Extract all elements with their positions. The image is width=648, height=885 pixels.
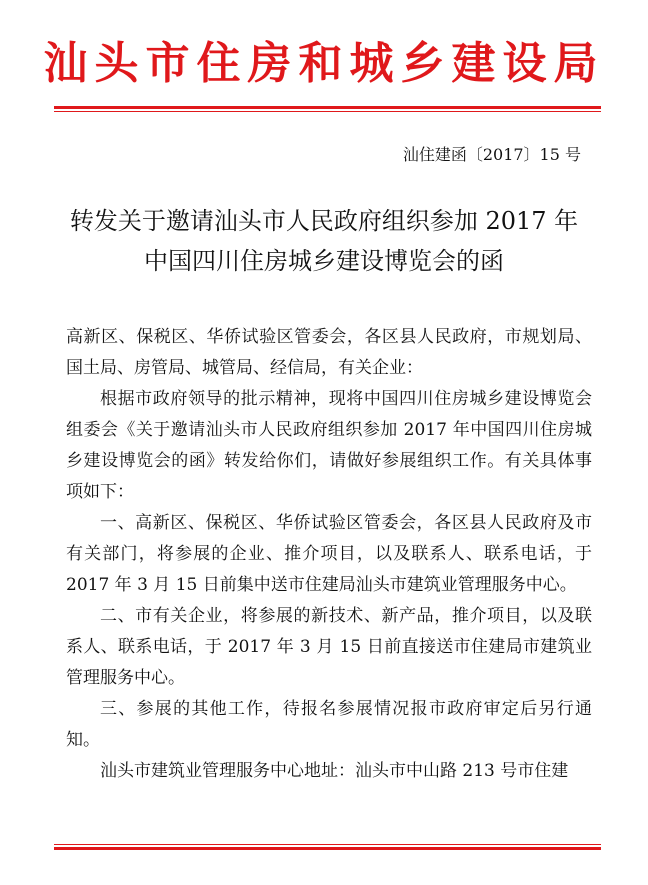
- body-paragraph: 根据市政府领导的批示精神，现将中国四川住房城乡建设博览会组委会《关于邀请汕头市人民政府组织参加 2017 年中国四川住房城乡建设博览会的函》转发给你们，请做好参展组织工作。有关具体事项如下：: [66, 389, 592, 502]
- document-title-line-2: 中国四川住房城乡建设博览会的函: [144, 247, 504, 275]
- item-two-paragraph: 二、市有关企业，将参展的新技术、新产品，推介项目，以及联系人、联系电话，于 2017 年 3 月 15 日前直接送市住建局市建筑业管理服务中心。: [66, 606, 592, 688]
- header-rule-thin: [54, 111, 601, 112]
- document-title-line-1: 转发关于邀请汕头市人民政府组织参加 2017 年: [69, 207, 579, 235]
- document-body: [66, 322, 592, 787]
- footer-rule-thick: [54, 847, 601, 850]
- footer-rule-thin: [54, 844, 601, 845]
- issuer-title: 汕头市住房和城乡建设局: [43, 38, 605, 89]
- item-one-paragraph: 一、高新区、保税区、华侨试验区管委会，各区县人民政府及市有关部门，将参展的企业、推介项目，以及联系人、联系电话，于 2017 年 3 月 15 日前集中送市住建局汕头市建筑业管理服务中心。: [66, 513, 592, 595]
- addressee-paragraph: 高新区、保税区、华侨试验区管委会，各区县人民政府，市规划局、国土局、房管局、城管局、经信局，有关企业：: [66, 327, 592, 378]
- address-paragraph: 汕头市建筑业管理服务中心地址：汕头市中山路 213 号市住建: [100, 761, 569, 781]
- document-number: 汕住建函〔2017〕15 号: [402, 145, 581, 164]
- header-rule-thick: [54, 106, 601, 109]
- item-three-paragraph: 三、参展的其他工作，待报名参展情况报市政府审定后另行通知。: [66, 699, 592, 750]
